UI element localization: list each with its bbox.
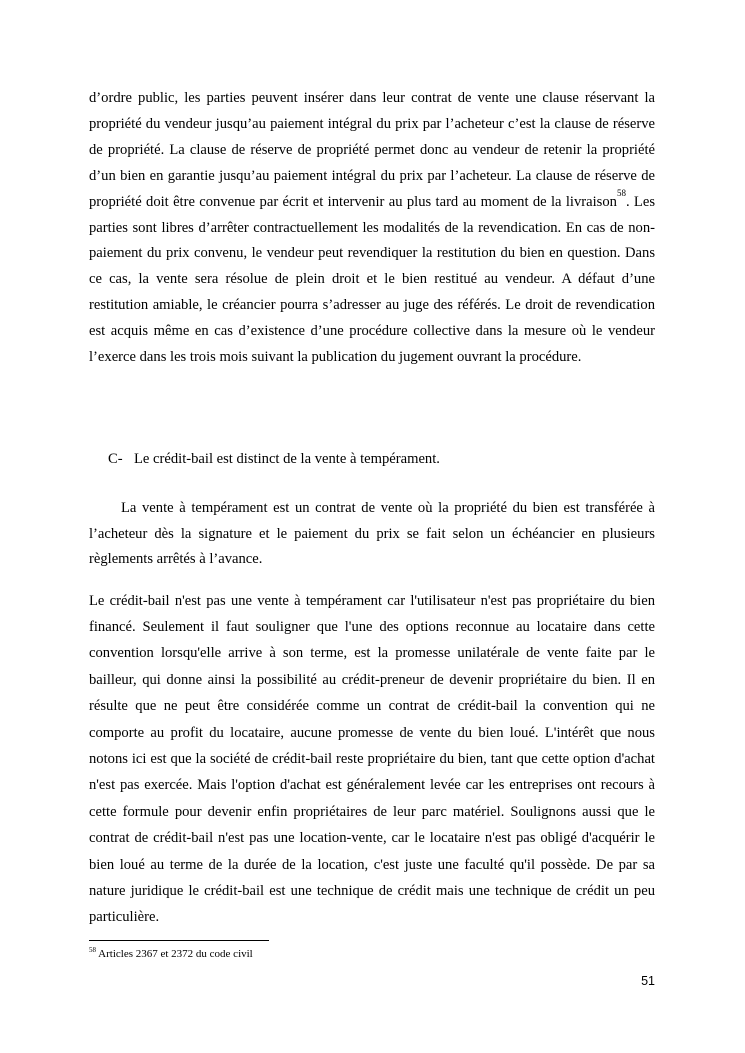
footnote-separator [89, 940, 269, 941]
paragraph-vente-a-temperament [89, 496, 655, 574]
footnote-number: 58 [89, 946, 96, 954]
footnote-reference: 58 [616, 187, 626, 198]
paragraph-vente-text: La vente à tempérament est un contrat de vente où la propriété du bien est transférée à l’acheteur dès la signature et le paiement du prix se fait selon un échéancier en plusieurs règlements arrêtés à l’avance. [89, 499, 655, 568]
footnote [89, 947, 253, 961]
body-text [89, 86, 655, 371]
paragraph-reserve-de-propriete [89, 86, 655, 371]
section-heading [108, 447, 440, 473]
paragraph-text-after-note: . Les parties sont libres d’arrêter contractuellement les modalités de la revendication. En cas de non-paiement du prix convenu, le vendeur peut revendiquer la restitution du bien en question. Dans ce cas, la vente sera résolue de plein droit et le bien restitué au vendeur. A défaut d’une restitution amiable, le créancier pourra s’adresser au juge des référés. Le droit de revendication est acquis même en cas d’existence d’une procédure collective dans la mesure où le vendeur l’exerce dans les trois mois suivant la publication du jugement ouvrant la procédure. [89, 193, 656, 366]
page-number: 51 [641, 974, 655, 988]
section-letter: C- [108, 451, 123, 467]
paragraph-text-before-note: d’ordre public, les parties peuvent insérer dans leur contrat de vente une clause réservant la propriété du vendeur jusqu’au paiement intégral du prix par l’acheteur c’est la clause de réserve de propriété. La clause de réserve de propriété permet donc au vendeur de retenir la propriété d’un bien en garantie jusqu’au paiement intégral du prix par l’acheteur. La clause de réserve de propriété doit être convenue par écrit et intervenir au plus tard au moment de la livraison [89, 90, 655, 210]
section-title: Le crédit-bail est distinct de la vente à tempérament. [134, 451, 440, 467]
footnote-text: Articles 2367 et 2372 du code civil [98, 948, 253, 960]
paragraph-credit-bail: Le crédit-bail n'est pas une vente à tempérament car l'utilisateur n'est pas propriétaire du bien financé. Seulement il faut souligner que l'une des options reconnue au locataire dans cette convention lorsqu'elle arrive à son terme, est la promesse unilatérale de vente faite par le bailleur, qui donne ainsi la possibilité au crédit-preneur de devenir propriétaire du bien. Il en résulte que ne peut être considérée comme un contrat de crédit-bail la convention qui ne comporte au profit du locataire, aucune promesse de vente du bien loué. L'intérêt que nous notons ici est que la société de crédit-bail reste propriétaire du bien, tant que cette option d'achat n'est pas exercée. Mais l'option d'achat est généralement levée car les entreprises ont recours à cette formule pour devenir enfin propriétaires de leur parc matériel. Soulignons aussi que le contrat de crédit-bail n'est pas une location-vente, car le locataire n'est pas obligé d'acquérir le bien loué au terme de la durée de la location, c'est juste une faculté qu'il possède. De par sa nature juridique le crédit-bail est une technique de crédit mais une technique de crédit un peu particulière. [89, 592, 655, 926]
